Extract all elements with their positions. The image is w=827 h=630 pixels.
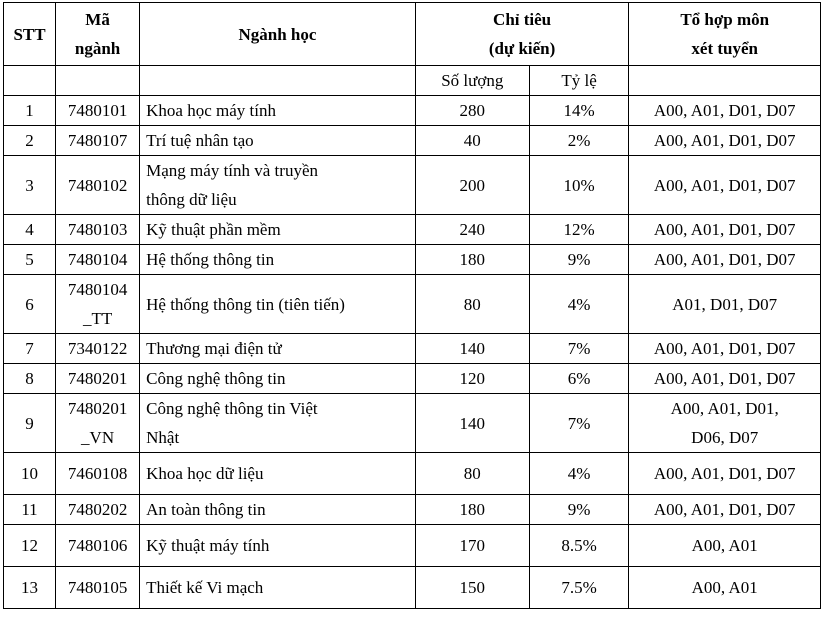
cell-stt: 2 — [4, 126, 56, 156]
major-name-text: Kỹ thuật phần mềm — [146, 220, 281, 239]
subject-combo-text: A00, A01, D01, D07 — [653, 464, 796, 483]
cell-stt: 1 — [4, 96, 56, 126]
cell-major-code — [56, 156, 140, 215]
header-code-line2: ngành — [74, 39, 121, 58]
cell-stt: 7 — [4, 334, 56, 364]
cell-stt: 13 — [4, 567, 56, 609]
header-stt: STT — [4, 3, 56, 66]
major-code-text: 7480104 — [67, 280, 128, 299]
subheader-ratio: Tỷ lệ — [529, 66, 629, 96]
cell-stt: 3 — [4, 156, 56, 215]
cell-quota-ratio: 4% — [529, 275, 629, 334]
cell-major-name — [140, 215, 416, 245]
major-code-text: _TT — [82, 309, 113, 328]
cell-major-code — [56, 96, 140, 126]
cell-major-code — [56, 126, 140, 156]
major-name-text: Thương mại điện tử — [146, 339, 282, 358]
cell-quota-ratio: 14% — [529, 96, 629, 126]
subject-combo-text: A00, A01, D01, — [670, 399, 779, 418]
subheader-empty-stt — [4, 66, 56, 96]
major-code-text: 7480201 — [67, 369, 128, 388]
cell-quota-count: 80 — [415, 453, 529, 495]
table-header — [4, 3, 821, 96]
cell-major-name — [140, 245, 416, 275]
cell-major-code — [56, 215, 140, 245]
subheader-empty-combo — [629, 66, 821, 96]
major-code-text: 7340122 — [67, 339, 128, 358]
major-code-text: 7480103 — [67, 220, 128, 239]
table-row — [4, 567, 821, 609]
cell-stt: 9 — [4, 394, 56, 453]
subheader-empty-major — [140, 66, 416, 96]
cell-major-name — [140, 275, 416, 334]
cell-subject-combo — [629, 245, 821, 275]
cell-stt: 12 — [4, 525, 56, 567]
subject-combo-text: A00, A01, D01, D07 — [653, 369, 796, 388]
subject-combo-text: A00, A01, D01, D07 — [653, 175, 796, 195]
subject-combo-text: A01, D01, D07 — [672, 294, 778, 314]
cell-quota-ratio: 10% — [529, 156, 629, 215]
cell-subject-combo — [629, 495, 821, 525]
major-code-text: 7460108 — [67, 464, 128, 483]
major-code-text: 7480106 — [67, 536, 128, 555]
subject-combo-text: A00, A01, D01, D07 — [653, 101, 796, 120]
cell-quota-ratio: 7% — [529, 334, 629, 364]
cell-major-name — [140, 453, 416, 495]
subject-combo-text: A00, A01, D01, D07 — [653, 131, 796, 150]
subject-combo-text: A00, A01, D01, D07 — [653, 339, 796, 358]
header-quota-line2: (dự kiến) — [488, 39, 556, 58]
cell-major-name — [140, 156, 416, 215]
header-code — [56, 3, 140, 66]
major-name-text: Nhật — [146, 428, 180, 447]
subject-combo-text: A00, A01, D01, D07 — [653, 220, 796, 239]
cell-quota-ratio: 9% — [529, 495, 629, 525]
major-name-text: Khoa học máy tính — [146, 101, 276, 120]
cell-stt: 6 — [4, 275, 56, 334]
cell-major-code — [56, 495, 140, 525]
cell-quota-ratio: 7% — [529, 394, 629, 453]
table-row — [4, 156, 821, 215]
cell-major-code — [56, 334, 140, 364]
subheader-row — [4, 66, 821, 96]
cell-subject-combo — [629, 364, 821, 394]
header-quota — [415, 3, 629, 66]
cell-subject-combo — [629, 275, 821, 334]
subject-combo-text: D06, D07 — [691, 428, 759, 447]
table-row — [4, 525, 821, 567]
cell-quota-count: 170 — [415, 525, 529, 567]
cell-quota-count: 140 — [415, 334, 529, 364]
table-row — [4, 453, 821, 495]
cell-major-code — [56, 245, 140, 275]
header-row — [4, 3, 821, 66]
table-body — [4, 96, 821, 609]
subject-combo-text: A00, A01, D01, D07 — [653, 500, 796, 519]
cell-quota-ratio: 6% — [529, 364, 629, 394]
cell-subject-combo — [629, 567, 821, 609]
cell-subject-combo — [629, 525, 821, 567]
cell-subject-combo — [629, 156, 821, 215]
cell-major-name — [140, 567, 416, 609]
cell-major-code — [56, 567, 140, 609]
subheader-empty-code — [56, 66, 140, 96]
cell-quota-ratio: 8.5% — [529, 525, 629, 567]
major-name-text: Kỹ thuật máy tính — [146, 536, 270, 555]
major-name-text: Khoa học dữ liệu — [146, 464, 264, 483]
cell-major-name — [140, 96, 416, 126]
cell-subject-combo — [629, 126, 821, 156]
major-name-text: Trí tuệ nhân tạo — [146, 131, 254, 150]
major-code-text: 7480101 — [67, 101, 128, 120]
cell-quota-ratio: 7.5% — [529, 567, 629, 609]
cell-stt: 4 — [4, 215, 56, 245]
major-name-text: Hệ thống thông tin — [146, 250, 275, 269]
subject-combo-text: A00, A01 — [691, 578, 758, 597]
cell-quota-count: 280 — [415, 96, 529, 126]
table-row — [4, 364, 821, 394]
table-row — [4, 215, 821, 245]
cell-major-name — [140, 525, 416, 567]
major-code-text: 7480201 — [67, 399, 128, 418]
cell-major-code — [56, 394, 140, 453]
cell-quota-count: 180 — [415, 495, 529, 525]
major-name-text: Thiết kế Vi mạch — [146, 578, 264, 597]
table-row — [4, 126, 821, 156]
header-combo-line2: xét tuyển — [691, 39, 758, 58]
major-name-text: Hệ thống thông tin (tiên tiến) — [146, 294, 345, 314]
cell-quota-ratio: 9% — [529, 245, 629, 275]
table-row — [4, 334, 821, 364]
header-code-line1: Mã — [85, 10, 110, 29]
cell-subject-combo — [629, 453, 821, 495]
major-name-text: An toàn thông tin — [146, 500, 266, 519]
cell-quota-count: 200 — [415, 156, 529, 215]
cell-subject-combo — [629, 394, 821, 453]
major-name-text: Công nghệ thông tin Việt — [146, 399, 318, 418]
header-major: Ngành học — [140, 3, 416, 66]
major-code-text: 7480107 — [67, 131, 128, 150]
cell-quota-count: 120 — [415, 364, 529, 394]
cell-major-code — [56, 275, 140, 334]
cell-stt: 11 — [4, 495, 56, 525]
header-quota-line1: Chỉ tiêu — [493, 10, 552, 29]
cell-quota-count: 240 — [415, 215, 529, 245]
cell-quota-count: 180 — [415, 245, 529, 275]
cell-major-name — [140, 126, 416, 156]
cell-major-name — [140, 364, 416, 394]
major-code-text: 7480105 — [67, 578, 128, 597]
cell-quota-ratio: 12% — [529, 215, 629, 245]
cell-quota-count: 140 — [415, 394, 529, 453]
cell-major-name — [140, 394, 416, 453]
header-combo-line1: Tổ hợp môn — [680, 10, 770, 29]
table-row — [4, 96, 821, 126]
cell-major-code — [56, 364, 140, 394]
cell-quota-ratio: 4% — [529, 453, 629, 495]
cell-quota-count: 150 — [415, 567, 529, 609]
subject-combo-text: A00, A01 — [691, 536, 758, 555]
major-name-text: Mạng máy tính và truyền — [146, 161, 318, 180]
cell-stt: 5 — [4, 245, 56, 275]
cell-major-name — [140, 495, 416, 525]
table-row — [4, 275, 821, 334]
cell-subject-combo — [629, 96, 821, 126]
cell-subject-combo — [629, 215, 821, 245]
table-row — [4, 495, 821, 525]
table-row — [4, 245, 821, 275]
subject-combo-text: A00, A01, D01, D07 — [653, 250, 796, 269]
major-name-text: Công nghệ thông tin — [146, 369, 286, 388]
table-row — [4, 394, 821, 453]
admissions-table — [3, 2, 821, 609]
major-code-text: 7480202 — [67, 500, 128, 519]
cell-stt: 8 — [4, 364, 56, 394]
major-code-text: 7480104 — [67, 250, 128, 269]
cell-major-code — [56, 453, 140, 495]
cell-stt: 10 — [4, 453, 56, 495]
cell-major-code — [56, 525, 140, 567]
cell-quota-count: 40 — [415, 126, 529, 156]
cell-subject-combo — [629, 334, 821, 364]
cell-major-name — [140, 334, 416, 364]
cell-quota-ratio: 2% — [529, 126, 629, 156]
header-combo — [629, 3, 821, 66]
major-name-text: thông dữ liệu — [146, 190, 237, 209]
major-code-text: 7480102 — [67, 175, 128, 195]
cell-quota-count: 80 — [415, 275, 529, 334]
subheader-count: Số lượng — [415, 66, 529, 96]
major-code-text: _VN — [81, 428, 115, 447]
